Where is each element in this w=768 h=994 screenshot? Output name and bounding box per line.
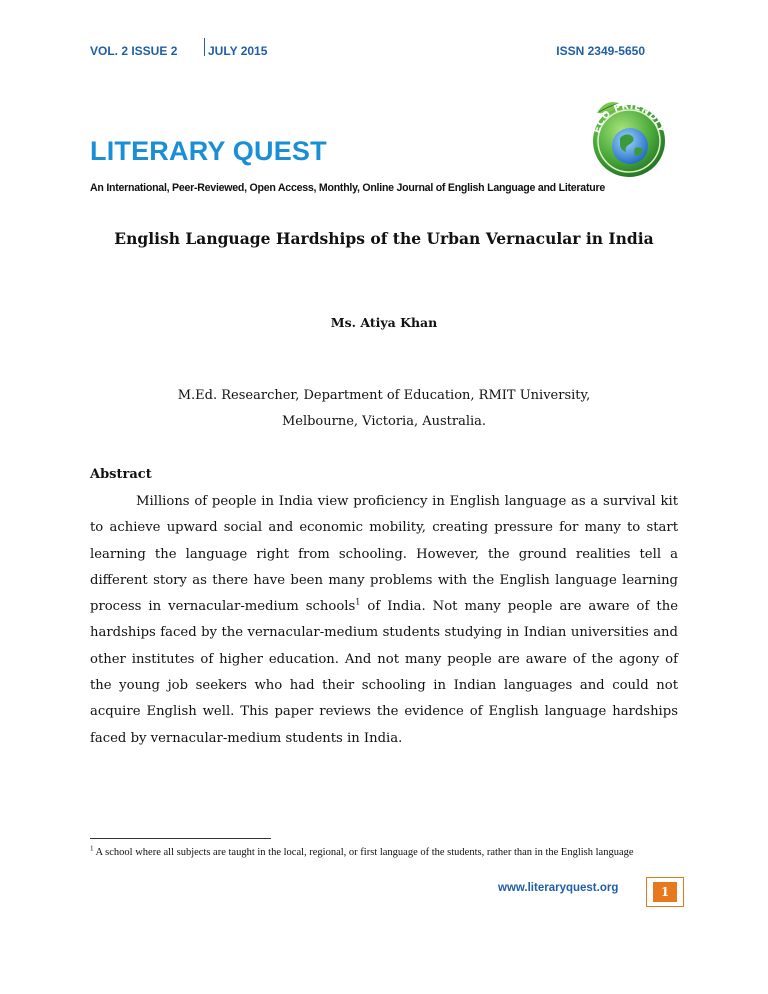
footnote-text: A school where all subjects are taught in the local, regional, or first language of the students, rather than in the English language — [93, 847, 634, 858]
page-number-box — [646, 877, 684, 907]
abstract-heading: Abstract — [90, 467, 152, 482]
journal-title: LITERARY QUEST — [90, 136, 327, 166]
author-affiliation-line-2: Melbourne, Victoria, Australia. — [281, 414, 487, 429]
header-volume-issue: VOL. 2 ISSUE 2 — [90, 44, 178, 58]
footnote — [90, 845, 680, 860]
header-divider — [204, 38, 205, 56]
footnote-marker: 1 — [90, 844, 94, 853]
header-date: JULY 2015 — [208, 44, 268, 58]
article-title: English Language Hardships of the Urban Vernacular in India — [114, 229, 654, 248]
page-number: 1 — [653, 882, 677, 902]
journal-subtitle: An International, Peer-Reviewed, Open Access, Monthly, Online Journal of English Language and Literature — [90, 182, 605, 194]
footer-website-link[interactable]: www.literaryquest.org — [498, 882, 619, 894]
header-issn: ISSN 2349-5650 — [556, 44, 645, 58]
article-author: Ms. Atiya Khan — [330, 315, 438, 330]
footnote-separator — [90, 838, 271, 839]
eco-friendly-globe-icon — [585, 93, 673, 181]
abstract-text-part-2: of India. Not many people are aware of the hardships faced by the vernacular-medium students studying in Indian universities and other institutes of higher education. And not many people are aware of the agony of the young job seekers who had their schooling in Indian languages and could not acquire English well. This paper reviews the evidence of English language hardships faced by vernacular-medium students in India. — [90, 599, 678, 746]
author-affiliation-line-1: M.Ed. Researcher, Department of Education, RMIT University, — [177, 388, 591, 403]
abstract-text-part-1: Millions of people in India view proficiency in English language as a survival kit to achieve upward social and economic mobility, creating pressure for many to start learning the language right from schooling. However, the ground realities tell a different story as there have been many problems with the English language learning process in vernacular-medium schools — [90, 494, 678, 615]
abstract-body — [90, 489, 678, 752]
logo-text: ECO FRIENDLY — [591, 100, 667, 135]
footnote-reference: 1 — [355, 597, 361, 607]
